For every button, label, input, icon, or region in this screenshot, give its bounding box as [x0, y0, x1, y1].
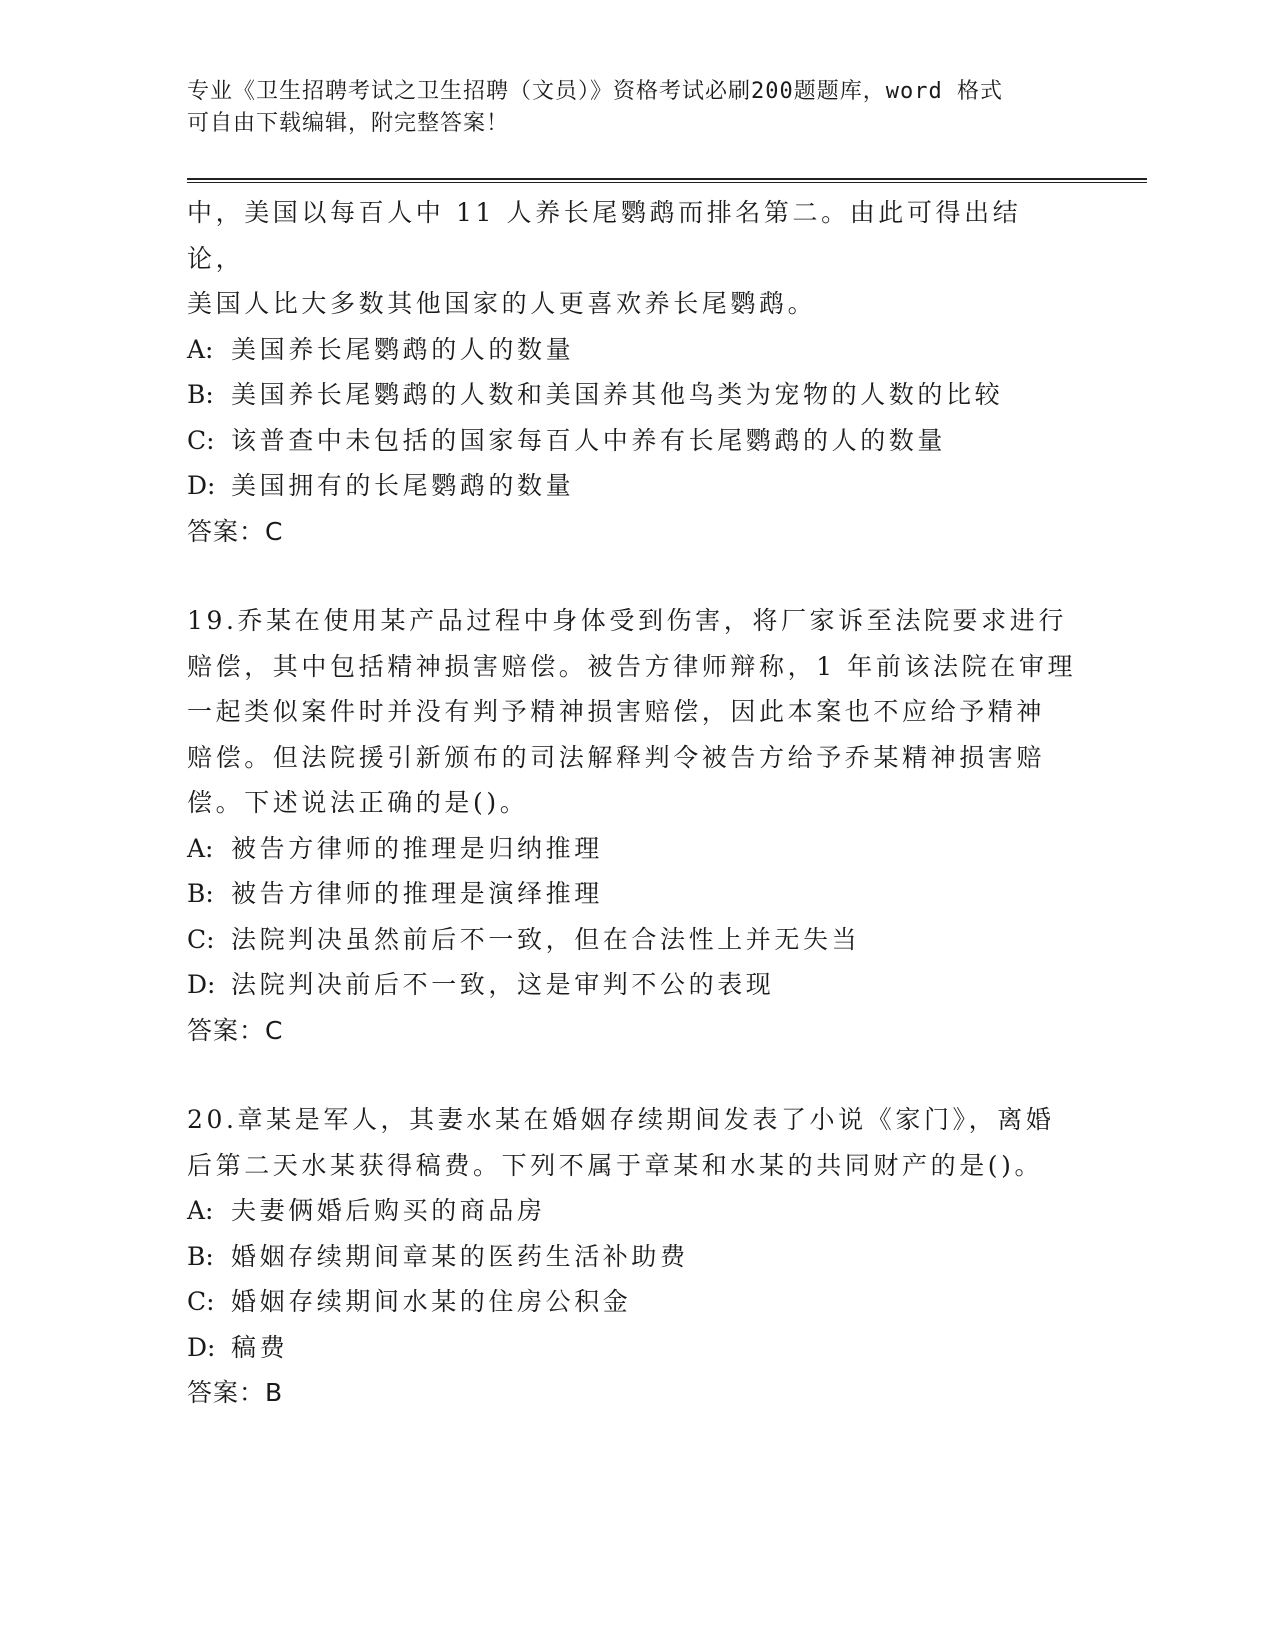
option-text: 美国拥有的长尾鹦鹉的数量	[231, 471, 575, 500]
option-text: 被告方律师的推理是演绎推理	[231, 879, 603, 908]
question-spacer	[187, 554, 1077, 598]
option-letter: C:	[187, 425, 215, 455]
option-letter: D:	[187, 1332, 216, 1362]
header-divider	[187, 178, 1147, 183]
option-b	[187, 372, 1077, 418]
option-d	[187, 962, 1077, 1008]
option-c	[187, 917, 1077, 963]
question-text-line: 中，美国以每百人中 11 人养长尾鹦鹉而排名第二。由此可得出结论，	[187, 198, 1022, 273]
option-letter: A:	[187, 833, 214, 863]
option-text: 法院判决虽然前后不一致，但在合法性上并无失当	[231, 924, 861, 954]
option-a	[187, 826, 1077, 872]
option-b	[187, 871, 1077, 917]
question-text-line: 美国人比大多数其他国家的人更喜欢养长尾鹦鹉。	[187, 289, 817, 318]
question-block-19	[187, 598, 1077, 1053]
question-text-line: 赔偿，其中包括精神损害赔偿。被告方律师辩称，1 年前该法院在审理	[187, 651, 1077, 681]
answer-line: 答案：C	[187, 516, 284, 546]
option-text: 婚姻存续期间水某的住房公积金	[231, 1287, 632, 1316]
option-text: 美国养长尾鹦鹉的人数和美国养其他鸟类为宠物的人数的比较	[231, 380, 1004, 409]
option-d	[187, 1325, 1077, 1371]
option-letter: D:	[187, 471, 216, 500]
option-text: 夫妻俩婚后购买的商品房	[231, 1196, 546, 1225]
option-letter: C:	[187, 924, 215, 954]
option-c	[187, 1279, 1077, 1325]
question-text-line: 一起类似案件时并没有判予精神损害赔偿，因此本案也不应给予精神	[187, 697, 1046, 726]
question-text-line: 20.章某是军人，其妻水某在婚姻存续期间发表了小说《家门》，离婚	[187, 1105, 1055, 1134]
option-letter: A:	[187, 1196, 214, 1225]
option-letter: C:	[187, 1287, 215, 1316]
option-text: 稿费	[231, 1332, 289, 1362]
question-block-20	[187, 1097, 1077, 1416]
option-a	[187, 327, 1077, 373]
option-text: 被告方律师的推理是归纳推理	[231, 833, 603, 863]
question-spacer	[187, 1053, 1077, 1097]
document-header	[187, 76, 1087, 140]
question-text-line: 后第二天水某获得稿费。下列不属于章某和水某的共同财产的是()。	[187, 1150, 1044, 1180]
header-line-1: 专业《卫生招聘考试之卫生招聘（文员）》资格考试必刷200题题库，word 格式	[187, 79, 1003, 104]
question-text-line: 偿。下述说法正确的是()。	[187, 788, 529, 817]
question-text-line: 19.乔某在使用某产品过程中身体受到伤害，将厂家诉至法院要求进行	[187, 606, 1067, 635]
answer-line: 答案：C	[187, 1015, 284, 1045]
option-letter: A:	[187, 334, 214, 364]
option-letter: B:	[187, 380, 214, 409]
option-text: 法院判决前后不一致，这是审判不公的表现	[231, 970, 775, 999]
option-letter: B:	[187, 879, 214, 908]
option-letter: D:	[187, 970, 216, 999]
question-block-continued	[187, 190, 1077, 554]
option-b	[187, 1234, 1077, 1280]
option-a	[187, 1188, 1077, 1234]
option-text: 婚姻存续期间章某的医药生活补助费	[231, 1241, 689, 1271]
option-d	[187, 463, 1077, 509]
option-text: 美国养长尾鹦鹉的人的数量	[231, 334, 575, 364]
header-line-2: 可自由下载编辑，附完整答案！	[187, 111, 510, 136]
question-text-line: 赔偿。但法院援引新颁布的司法解释判令被告方给予乔某精神损害赔	[187, 742, 1046, 772]
option-c	[187, 418, 1077, 464]
answer-line: 答案：B	[187, 1378, 284, 1407]
option-text: 该普查中未包括的国家每百人中养有长尾鹦鹉的人的数量	[231, 425, 947, 455]
option-letter: B:	[187, 1241, 214, 1271]
question-list	[187, 190, 1077, 1416]
